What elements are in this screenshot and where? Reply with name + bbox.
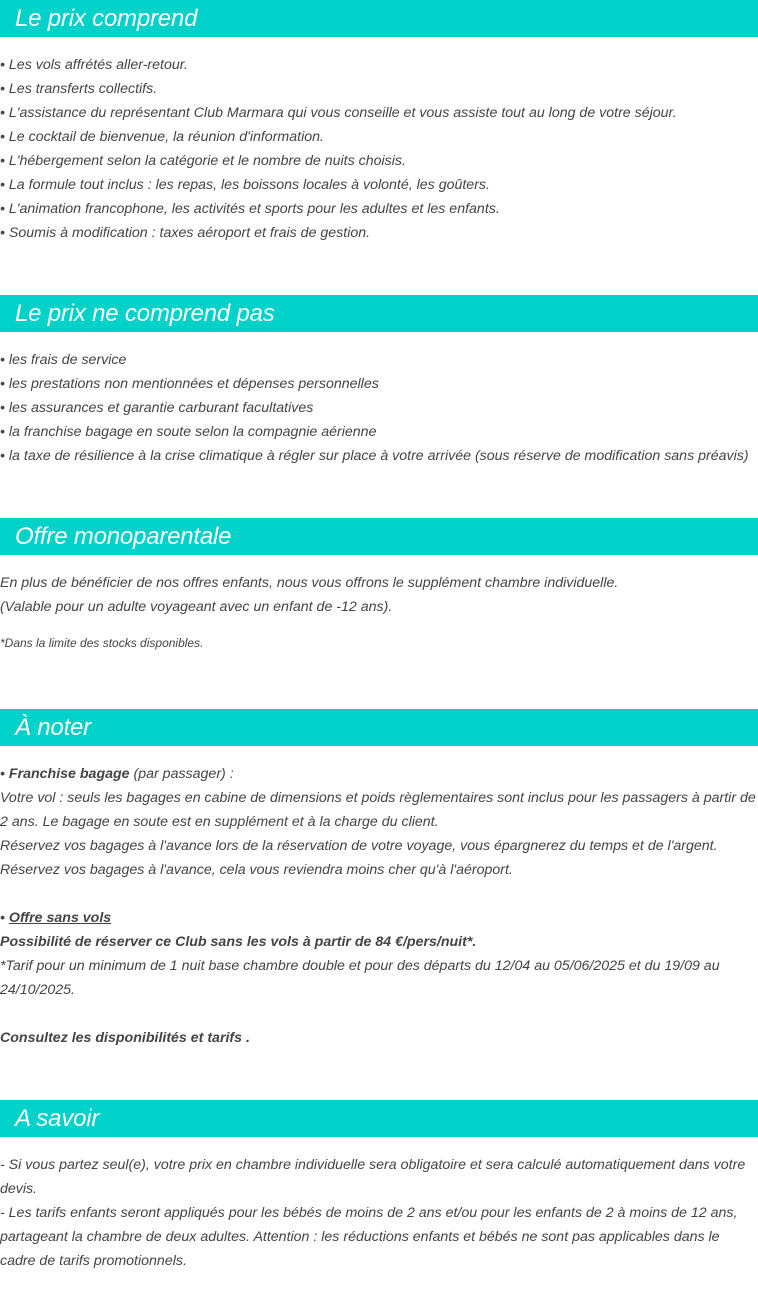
list-item: • L'animation francophone, les activités et sports pour les adultes et les enfants. <box>0 201 500 217</box>
section-single-parent <box>0 518 758 651</box>
section-not-included <box>0 295 758 468</box>
section-title-notes: À noter <box>0 709 758 746</box>
included-list <box>0 37 758 245</box>
notes-body <box>0 746 758 1050</box>
list-item: • les assurances et garantie carburant facultatives <box>0 400 314 416</box>
good-to-know-body <box>0 1137 758 1273</box>
spacer <box>0 1002 758 1026</box>
section-title-good-to-know: A savoir <box>0 1100 758 1137</box>
list-item: • la taxe de résilience à la crise climatique à régler sur place à votre arrivée (sous réserve de modification sans préavis) <box>0 448 749 464</box>
list-item: • Soumis à modification : taxes aéroport et frais de gestion. <box>0 225 371 241</box>
section-included <box>0 0 758 245</box>
list-item: • L'hébergement selon la catégorie et le nombre de nuits choisis. <box>0 153 406 169</box>
offer-heading <box>0 906 758 930</box>
single-parent-body <box>0 555 758 651</box>
section-good-to-know <box>0 1100 758 1273</box>
list-item: • Les transferts collectifs. <box>0 81 158 97</box>
list-item: • L'assistance du représentant Club Marmara qui vous conseille et vous assiste tout au long de votre séjour. <box>0 105 677 121</box>
list-item: • Les vols affrétés aller-retour. <box>0 57 188 73</box>
list-item: • la franchise bagage en soute selon la compagnie aérienne <box>0 424 377 440</box>
baggage-tip: Réservez vos bagages à l'avance lors de la réservation de votre voyage, vous épargnerez du temps et de l'argent. <box>0 838 718 854</box>
section-title-included: Le prix comprend <box>0 0 758 37</box>
baggage-tip: Réservez vos bagages à l'avance, cela vous reviendra moins cher qu'à l'aéroport. <box>0 862 513 878</box>
stock-note: *Dans la limite des stocks disponibles. <box>0 636 204 650</box>
child-rates-note: - Les tarifs enfants seront appliqués pour les bébés de moins de 2 ans et/ou pour les enfants de 2 à moins de 12 ans, partageant la chambre de deux adultes. Attention : les réductions enfants et bébés ne sont pas applicables dans le cadre de tarifs promotionnels. <box>0 1205 738 1269</box>
spacer <box>0 882 758 906</box>
baggage-label: Franchise bagage <box>8 766 130 782</box>
offer-condition: (Valable pour un adulte voyageant avec un enfant de -12 ans). <box>0 599 393 615</box>
list-item: • La formule tout inclus : les repas, les boissons locales à volonté, les goûters. <box>0 177 490 193</box>
consult-availability-link[interactable]: Consultez les disponibilités et tarifs . <box>0 1030 250 1046</box>
baggage-suffix: (par passager) : <box>129 766 234 782</box>
section-title-not-included: Le prix ne comprend pas <box>0 295 758 332</box>
offer-text: En plus de bénéficier de nos offres enfants, nous vous offrons le supplément chambre individuelle. <box>0 575 619 591</box>
solo-traveler-note: - Si vous partez seul(e), votre prix en chambre individuelle sera obligatoire et sera calculé automatiquement dans votre devis. <box>0 1157 746 1197</box>
offer-price: Possibilité de réserver ce Club sans les vols à partir de 84 €/pers/nuit*. <box>0 934 477 950</box>
baggage-heading <box>0 762 758 786</box>
section-title-single-parent: Offre monoparentale <box>0 518 758 555</box>
offer-note: *Tarif pour un minimum de 1 nuit base chambre double et pour des départs du 12/04 au 05/06/2025 et du 19/09 au 24/10/2025. <box>0 958 720 998</box>
list-item: • les prestations non mentionnées et dépenses personnelles <box>0 376 379 392</box>
section-notes <box>0 709 758 1050</box>
list-item: • les frais de service <box>0 352 127 368</box>
baggage-text: Votre vol : seuls les bagages en cabine de dimensions et poids règlementaires sont inclus pour les passagers à partir de 2 ans. Le bagage en soute est en supplément et à la charge du client. <box>0 790 756 830</box>
bullet: • <box>0 766 9 782</box>
list-item: • Le cocktail de bienvenue, la réunion d'information. <box>0 129 324 145</box>
bullet: • <box>0 910 9 926</box>
offer-label: Offre sans vols <box>8 910 112 926</box>
not-included-list <box>0 332 758 468</box>
